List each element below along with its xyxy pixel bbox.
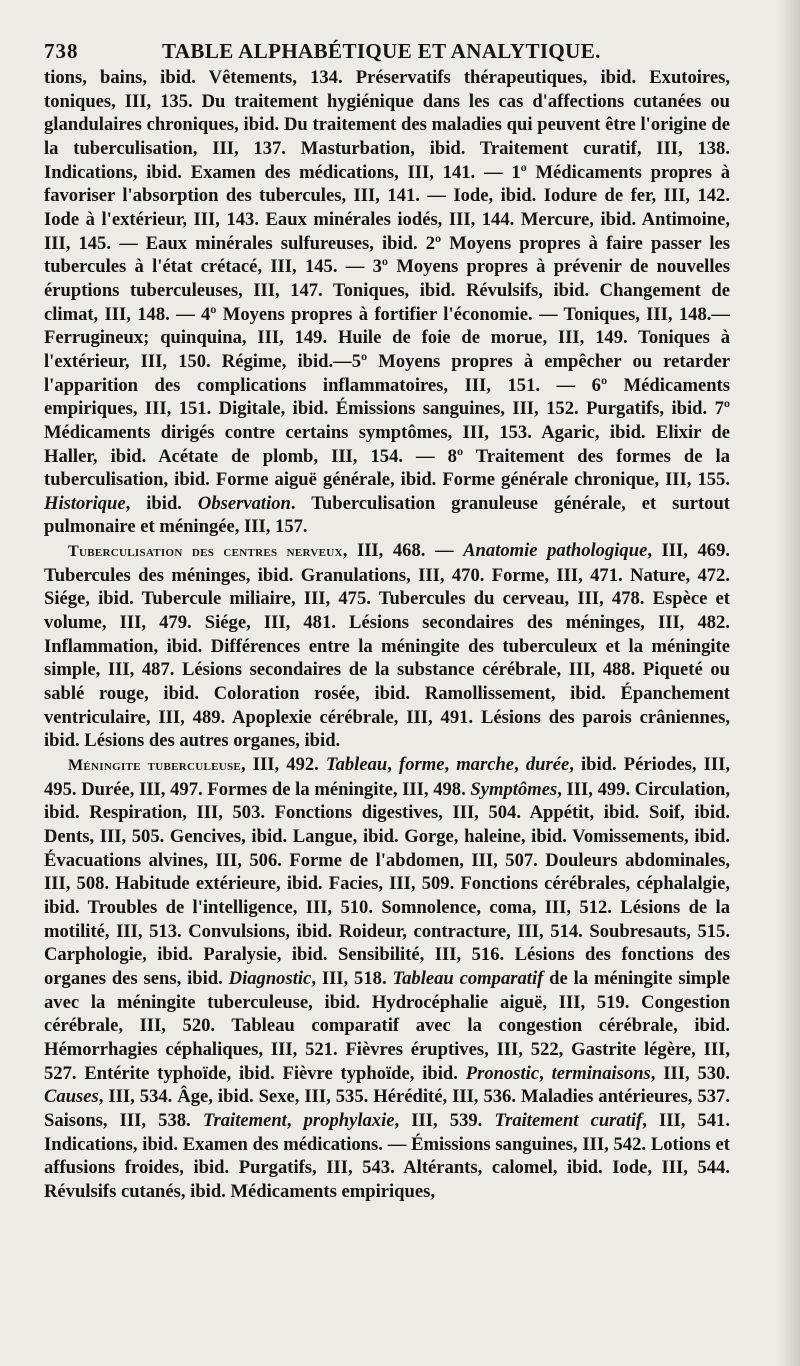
entry-text: , — [286, 1109, 304, 1131]
entry-text: , — [514, 754, 526, 776]
page-number: 738 — [44, 39, 79, 63]
italic-term: forme — [399, 754, 445, 776]
index-body — [44, 66, 730, 1204]
entry-heading: Méningite tuberculeuse — [68, 757, 242, 775]
entry-text: , ibid. — [125, 492, 198, 514]
entry-text: , III, 534. Âge, ibid. Sexe, III, 535. Hérédité, III, 536. Maladies antérieures, 537. Saisons, III, 538. — [44, 1086, 730, 1131]
entry-text: , III, 541. Indications, ibid. Examen des médications. — Émissions sanguines, III, 542. Lotions et affusions froides, ibid. Purgatifs, III, 543. Altérants, calomel, ibid. Iode, III, 544. Révulsifs cutanés, ibid. Médicaments empiriques, — [44, 1109, 731, 1202]
entry-heading: Tuberculisation des centres nerveux — [68, 543, 343, 561]
index-entry-paragraph — [44, 66, 730, 539]
entry-text: , — [387, 754, 399, 776]
entry-text: , III, 539. — [394, 1109, 495, 1131]
italic-term: Tableau comparatif — [392, 967, 544, 989]
entry-text: , III, 468. — — [342, 540, 464, 562]
entry-text: de la méningite simple avec la méningite tuberculeuse, ibid. Hydrocéphalie aiguë, III, 519. Congestion cérébrale, III, 520. Tableau comparatif avec la congestion cérébrale, ibid. Hémorrhagies céphaliques, III, 521. Fièvres éruptives, III, 522, Gastrite légère, III, 527. Entérite typhoïde, ibid. Fièvre typhoïde, ibid. — [44, 967, 730, 1084]
italic-term: prophylaxie — [303, 1109, 395, 1131]
italic-term: Diagnostic — [228, 967, 312, 989]
entry-text: , ibid. Périodes, III, 495. Durée, III, 497. Formes de la méningite, III, 498. — [44, 754, 731, 800]
italic-term: Anatomie pathologique — [463, 540, 648, 562]
entry-text: , III, 499. Circulation, ibid. Respiration, III, 503. Fonctions digestives, III, 504. Appétit, ibid. Soif, ibid. Dents, III, 505. Gencives, ibid. Langue, ibid. Gorge, haleine, ibid. Vomissements, ibid. Évacuations alvines, III, 506. Forme de l'abdomen, III, 507. Douleurs abdominales, III, 508. Habitude extérieure, ibid. Facies, III, 509. Fonctions cérébrales, céphalalgie, ibid. Troubles de l'intelligence, III, 510. Somnolence, coma, III, 512. Lésions de la motilité, III, 513. Convulsions, ibid. Roideur, contracture, III, 514. Soubresauts, 515. Carphologie, ibid. Paralysie, ibid. Sensibilité, III, 516. Lésions des fonctions des organes des sens, ibid. — [44, 778, 731, 989]
running-title: TABLE ALPHABÉTIQUE ET ANALYTIQUE. — [162, 39, 601, 63]
italic-term: Observation — [197, 492, 291, 514]
italic-term: marche — [456, 754, 515, 776]
entry-text: , III, 469. Tubercules des méninges, ibid. Granulations, III, 470. Forme, III, 471. Nature, 472. Siége, ibid. Tubercule miliaire, III, 475. Tubercules du cerveau, III, 478. Espèce et volume, III, 479. Siége, III, 481. Lésions secondaires des méninges, III, 482. Inflammation, ibid. Différences entre la méningite des tuberculeux et la méningite simple, III, 487. Lésions secondaires de la substance cérébrale, III, 488. Piqueté ou sablé rouge, ibid. Coloration rosée, ibid. Ramollissement, ibid. Épanchement ventriculaire, III, 489. Apoplexie cérébrale, III, 491. Lésions des parois crâniennes, ibid. Lésions des autres organes, ibid. — [44, 540, 731, 752]
entry-text: , III, 492. — [241, 754, 326, 776]
page-edge-shadow — [778, 0, 800, 1366]
entry-text: , — [444, 754, 457, 776]
page-header — [44, 34, 744, 68]
entry-text: , III, 518. — [311, 967, 393, 989]
italic-term: Tableau — [325, 754, 388, 776]
italic-term: Symptômes — [470, 778, 558, 800]
entry-text: . Tuberculisation granuleuse générale, et surtout pulmonaire et méningée, III, 157. — [44, 492, 730, 538]
index-entry-paragraph — [44, 753, 730, 1203]
italic-term: Traitement — [202, 1109, 287, 1131]
index-entry-paragraph — [44, 539, 730, 753]
entry-text: tions, bains, ibid. Vêtements, 134. Préservatifs thérapeutiques, ibid. Exutoires, toniques, III, 135. Du traitement hygiénique dans les cas d'affections cutanées ou glandulaires chroniques, ibid. Du traitement des maladies qui peuvent être l'origine de la tuberculisation, III, 137. Masturbation, ibid. Traitement curatif, III, 138. Indications, ibid. Examen des médications, III, 141. — 1º Médicaments propres à favoriser l'absorption des tubercules, III, 141. — Iode, ibid. Iodure de fer, III, 142. Iode à l'extérieur, III, 143. Eaux minérales iodés, III, 144. Mercure, ibid. Antimoine, III, 145. — Eaux minérales sulfureuses, ibid. 2º Moyens propres à faire passer les tubercules à l'état crétacé, III, 145. — 3º Moyens propres à prévenir de nouvelles éruptions tuberculeuses, III, 147. Toniques, ibid. Révulsifs, ibid. Changement de climat, III, 148. — 4º Moyens propres à fortifier l'économie. — Toniques, III, 148.— Ferrugineux; quinquina, III, 149. Huile de foie de morue, III, 149. Toniques à l'extérieur, III, 150. Régime, ibid.—5º Moyens propres à empêcher ou retarder l'apparition des complications inflammatoires, III, 151. — 6º Médicaments empiriques, III, 151. Digitale, ibid. Émissions sanguines, III, 152. Purgatifs, ibid. 7º Médicaments dirigés contre certains symptômes, III, 153. Agaric, ibid. Elixir de Haller, ibid. Acétate de plomb, III, 154. — 8º Traitement des formes de la tuberculisation, ibid. Forme aiguë générale, ibid. Forme générale chronique, III, 155. — [44, 67, 730, 491]
italic-term: Pronostic — [465, 1062, 540, 1084]
italic-term: Causes — [44, 1086, 99, 1108]
italic-term: Traitement curatif — [494, 1109, 643, 1131]
italic-term: terminaisons — [551, 1062, 651, 1084]
italic-term: durée — [525, 754, 570, 776]
italic-term: Historique — [44, 492, 126, 514]
entry-text: , III, 530. — [650, 1062, 731, 1084]
entry-text: , — [539, 1062, 552, 1084]
